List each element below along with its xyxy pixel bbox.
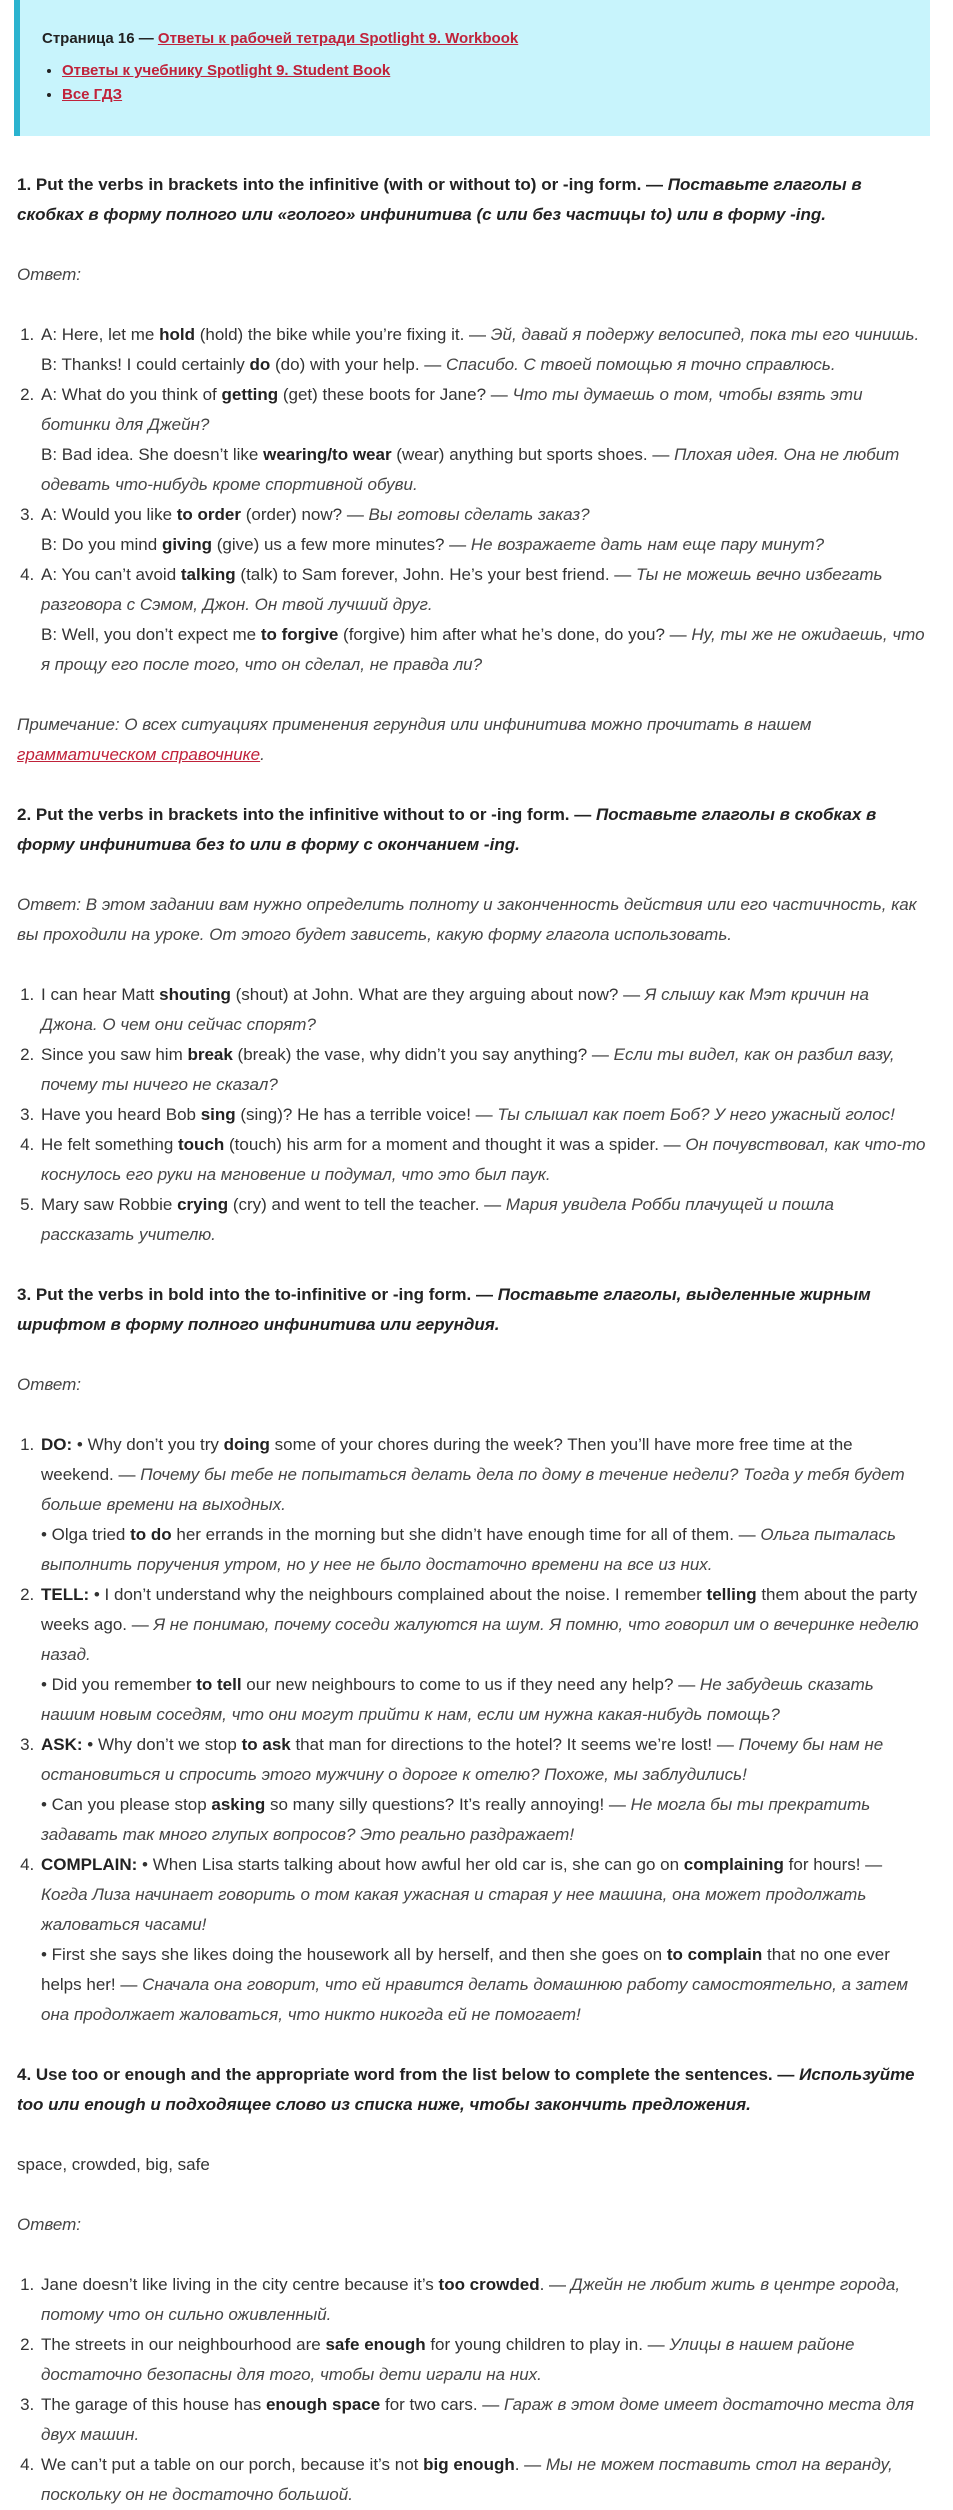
exercise-1-title	[17, 170, 930, 230]
dialog-line: B: Thanks! I could certainly do (do) with your help. — Спасибо. С твоей помощью я точно справлюсь.	[41, 355, 836, 374]
answer-label: Ответ:	[17, 265, 82, 284]
all-gdz-link[interactable]: Все ГДЗ	[62, 86, 123, 103]
grammar-reference-link[interactable]: грамматическом справочнике	[17, 745, 261, 764]
exercise-3-title: 3. Put the verbs in bold into the to-infinitive or -ing form. — Поставьте глаголы, выделенные жирным шрифтом в форму полного инфинитива или герундия.	[17, 1285, 871, 1334]
main-content	[17, 170, 930, 2510]
exercise-2-list	[17, 980, 930, 1250]
list-item: 4. COMPLAIN: • When Lisa starts talking about how awful her old car is, she can go on complaining for hours! — Когда Лиза начинает говорить о том какая ужасная и старая у нее машина, она может продолжать жаловаться часами! • First she says she likes doing the housework all by herself, and then she goes on to complain that no one ever helps her! — Сначала она говорит, что ей нравится делать домашнюю работу самостоятельно, а затем она продолжает жаловаться, что никто никогда ей не помогает!	[39, 1850, 930, 2030]
answer-label: Ответ:	[17, 1375, 82, 1394]
exercise-4-title: 4. Use too or enough and the appropriate word from the list below to complete the sentences. — Используйте too или enough и подходящее слово из списка ниже, чтобы закончить предложения.	[17, 2065, 915, 2114]
dialog-line: 4. A: You can’t avoid talking (talk) to Sam forever, John. He’s your best friend. — Ты не можешь вечно избегать разговора с Сэмом, Джон. Он твой лучший друг.	[41, 565, 883, 614]
word-list: space, crowded, big, safe	[17, 2155, 210, 2174]
nav-link-item	[62, 85, 930, 105]
page-navigation-box	[14, 0, 930, 136]
list-item: 2. The streets in our neighbourhood are safe enough for young children to play in. — Улицы в нашем районе достаточно безопасны для того, чтобы дети играли на них.	[39, 2330, 930, 2390]
exercise-4-list	[17, 2270, 930, 2510]
answer-label: Ответ:	[17, 2215, 82, 2234]
nav-link-item	[62, 61, 930, 81]
dialog-line: B: Do you mind giving (give) us a few more minutes? — Не возражаете дать нам еще пару минут?	[41, 535, 825, 554]
student-book-link[interactable]: Ответы к учебнику Spotlight 9. Student Book	[62, 62, 391, 79]
task-ru: Поставьте глаголы в скобках в форму полного или «голого» инфинитива (с или без частицы to) или в форму -ing.	[17, 175, 862, 224]
dialog-line: 1. A: Here, let me hold (hold) the bike while you’re fixing it. — Эй, давай я подержу велосипед, пока ты его чинишь.	[41, 325, 920, 344]
dialog-line: 3. A: Would you like to order (order) now? — Вы готовы сделать заказ?	[41, 505, 590, 524]
grammar-note: Примечание: О всех ситуациях применения герундия или инфинитива можно прочитать в нашем грамматическом справочнике.	[17, 715, 812, 764]
list-item: 3. The garage of this house has enough space for two cars. — Гараж в этом доме имеет достаточно места для двух машин.	[39, 2390, 930, 2450]
page-heading	[42, 30, 930, 47]
dialog-line: B: Bad idea. She doesn’t like wearing/to wear (wear) anything but sports shoes. — Плохая идея. Она не любит одевать что-нибудь кроме спортивной обуви.	[41, 445, 900, 494]
list-item: 2. Since you saw him break (break) the vase, why didn’t you say anything? — Если ты видел, как он разбил вазу, почему ты ничего не сказал?	[39, 1040, 930, 1100]
list-item: 2. TELL: • I don’t understand why the neighbours complained about the noise. I remember telling them about the party weeks ago. — Я не понимаю, почему соседи жалуются на шум. Я помню, что говорил им о вечеринке неделю назад. • Did you remember to tell our new neighbours to come to us if they need any help? — Не забудешь сказать нашим новым соседям, что они могут прийти к нам, если им нужна какая-нибудь помощь?	[39, 1580, 930, 1730]
list-item	[39, 320, 930, 380]
dialog-line: B: Well, you don’t expect me to forgive (forgive) him after what he’s done, do you? — Ну, ты же не ожидаешь, что я прощу его после того, что он сделал, не правда ли?	[41, 625, 925, 674]
exercise-1-list	[17, 320, 930, 680]
dialog-line: 2. A: What do you think of getting (get) these boots for Jane? — Что ты думаешь о том, чтобы взять эти ботинки для Джейн?	[41, 385, 863, 434]
exercise-2-title: 2. Put the verbs in brackets into the infinitive without to or -ing form. — Поставьте глаголы в скобках в форму инфинитива без to или в форму с окончанием -ing.	[17, 805, 877, 854]
page-prefix: Страница 16 —	[42, 30, 158, 47]
workbook-link[interactable]: Ответы к рабочей тетради Spotlight 9. Workbook	[157, 30, 519, 47]
list-item: 1. DO: • Why don’t you try doing some of your chores during the week? Then you’ll have more free time at the weekend. — Почему бы тебе не попытаться делать дела по дому в течение недели? Тогда у тебя будет больше времени на выходных. • Olga tried to do her errands in the morning but she didn’t have enough time for all of them. — Ольга пыталась выполнить поручения утром, но у нее не было достаточно времени на все из них.	[39, 1430, 930, 1580]
list-item: 4. He felt something touch (touch) his arm for a moment and thought it was a spider. — Он почувствовал, как что-то коснулось его руки на мгновение и подумал, что это был паук.	[39, 1130, 930, 1190]
list-item: 3. Have you heard Bob sing (sing)? He has a terrible voice! — Ты слышал как поет Боб? У него ужасный голос!	[39, 1100, 930, 1130]
nav-links	[42, 61, 930, 105]
exercise-2-answer-note: Ответ: В этом задании вам нужно определить полноту и законченность действия или его частичность, как вы проходили на уроке. От этого будет зависеть, какую форму глагола использовать.	[17, 895, 917, 944]
exercise-3-list	[17, 1430, 930, 2030]
list-item	[39, 500, 930, 560]
list-item: 1. Jane doesn’t like living in the city centre because it’s too crowded. — Джейн не любит жить в центре города, потому что он сильно оживленный.	[39, 2270, 930, 2330]
list-item: 3. ASK: • Why don’t we stop to ask that man for directions to the hotel? It seems we’re lost! — Почему бы нам не остановиться и спросить этого мужчину о дороге к отелю? Похоже, мы заблудились! • Can you please stop asking so many silly questions? It’s really annoying! — Не могла бы ты прекратить задавать так много глупых вопросов? Это реально раздражает!	[39, 1730, 930, 1850]
list-item: 1. I can hear Matt shouting (shout) at John. What are they arguing about now? — Я слышу как Мэт кричин на Джона. О чем они сейчас спорят?	[39, 980, 930, 1040]
list-item	[39, 380, 930, 500]
list-item: 4. We can’t put a table on our porch, because it’s not big enough. — Мы не можем поставить стол на веранду, поскольку он не достаточно большой.	[39, 2450, 930, 2510]
list-item	[39, 560, 930, 680]
list-item: 5. Mary saw Robbie crying (cry) and went to tell the teacher. — Мария увидела Робби плачущей и пошла рассказать учителю.	[39, 1190, 930, 1250]
task-en: 1. Put the verbs in brackets into the infinitive (with or without to) or -ing form. —	[17, 175, 668, 194]
